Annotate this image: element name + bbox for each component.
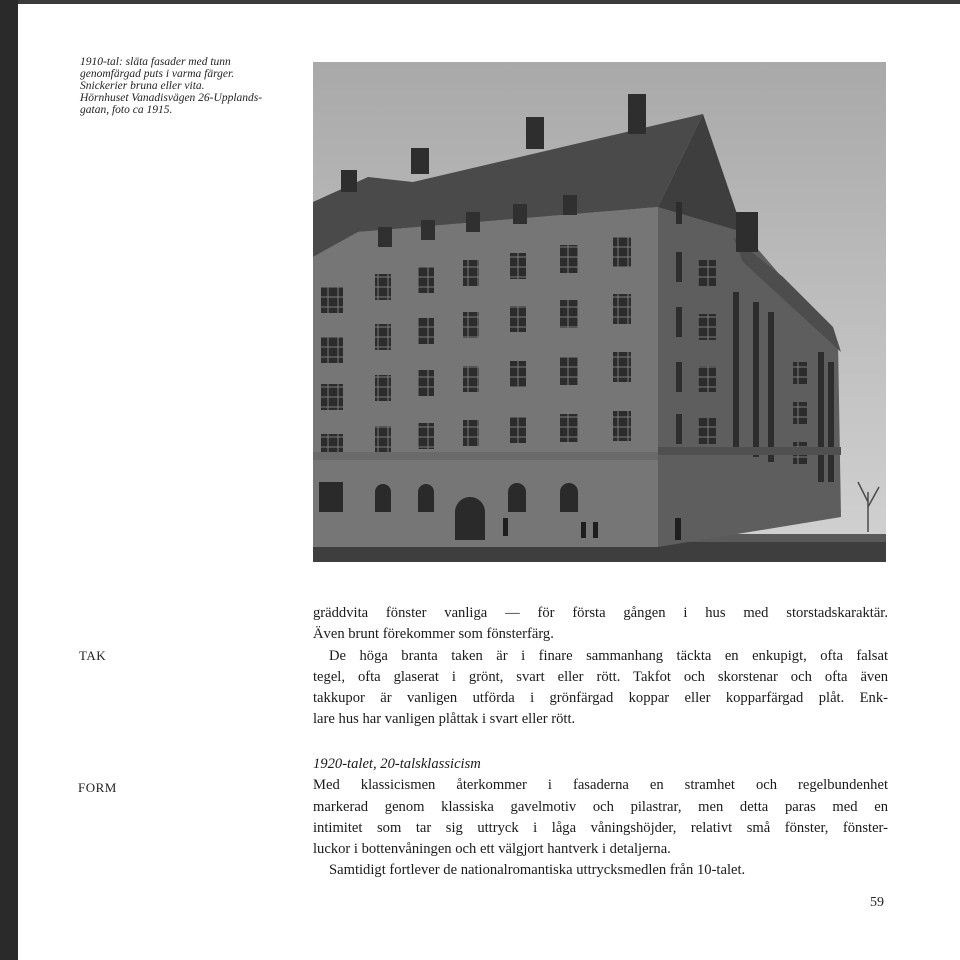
text-line: takkupor är vanligen utförda i grönfärgad koppar eller kopparfärgad plåt. Enk- xyxy=(313,690,888,707)
photo-caption xyxy=(80,56,305,116)
text-line: gräddvita fönster vanliga — för första gången i hus med storstadskaraktär. xyxy=(313,605,888,621)
caption-line: Hörnhuset Vanadisvägen 26-Upplands- xyxy=(80,92,263,104)
section-label-tak: TAK xyxy=(79,648,107,663)
caption-line: 1910-tal: släta fasader med tunn xyxy=(80,56,231,68)
page-top-edge xyxy=(18,0,960,4)
caption-line: genomfärgad puts i varma färger. xyxy=(80,68,235,80)
text-line: markerad genom klassiska gavelmotiv och pilastrar, men detta paras med en xyxy=(313,798,888,815)
text-line: tegel, ofta glaserat i grönt, svart eller rött. Takfot och skorstenar och ofta även xyxy=(313,668,888,685)
text-line: Även brunt förekommer som fönsterfärg. xyxy=(313,626,554,643)
text-line: intimitet som tar sig uttryck i låga våningshöjder, relativt små fönster, fönster- xyxy=(313,819,888,836)
text-line: De höga branta taken är i finare sammanhang täckta en enkupigt, ofta falsat xyxy=(329,647,888,664)
book-spine-edge xyxy=(0,0,18,960)
section-heading: 1920-talet, 20-talsklassicism xyxy=(313,756,481,772)
text-line: Med klassicismen återkommer i fasaderna en stramhet och regelbundenhet xyxy=(313,777,888,794)
section-label-form: FORM xyxy=(78,780,117,795)
caption-line: Snickerier bruna eller vita. xyxy=(80,80,205,92)
text-line: luckor i bottenvåningen och ett välgjort hantverk i detaljerna. xyxy=(313,841,671,858)
building-photo xyxy=(313,62,886,562)
section-roof-text xyxy=(313,603,888,731)
text-line: Samtidigt fortlever de nationalromantiska uttrycksmedlen från 10-talet. xyxy=(329,862,746,879)
section-form-text xyxy=(313,754,888,882)
page-number: 59 xyxy=(870,895,884,910)
caption-line: gatan, foto ca 1915. xyxy=(80,104,173,116)
text-line: lare hus har vanligen plåttak i svart eller rött. xyxy=(313,711,576,728)
